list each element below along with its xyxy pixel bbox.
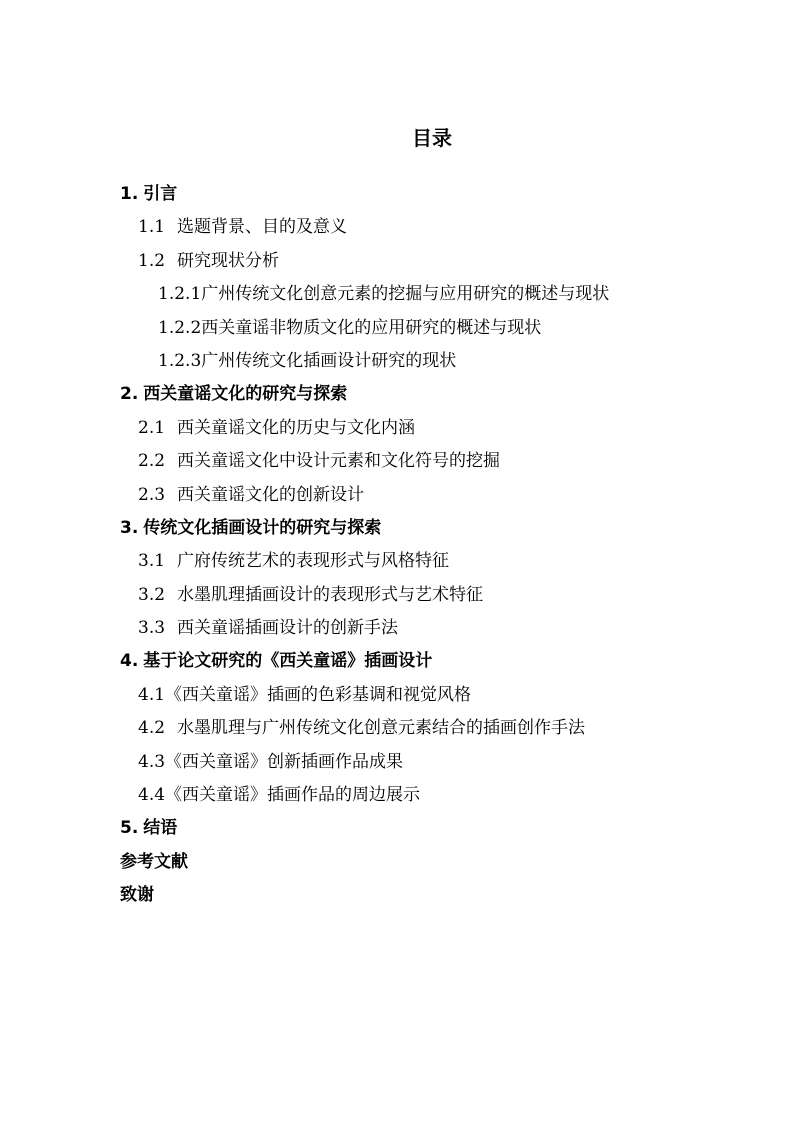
toc-entry-chapter-2 [0, 378, 794, 411]
toc-entry-chapter-4 [0, 645, 794, 678]
toc-entry-number: 1.1 [138, 217, 166, 238]
toc-entry-number: 3.3 [138, 618, 166, 639]
toc-entry-number: 2.3 [138, 484, 166, 505]
toc-entry-number: 4.3 [138, 751, 166, 772]
toc-entry-text: 《西关童谣》插画作品的周边展示 [165, 785, 421, 806]
toc-entry-number: 2.1 [138, 417, 166, 438]
toc-entry-text: 《西关童谣》插画的色彩基调和视觉风格 [165, 684, 472, 705]
toc-entry-number: 3. [120, 517, 139, 538]
toc-entry-number: 4.4 [138, 785, 166, 806]
toc-entry-text: 水墨肌理插画设计的表现形式与艺术特征 [177, 584, 484, 605]
toc-title: 目录 [412, 126, 452, 150]
toc-entry-text: 水墨肌理与广州传统文化创意元素结合的插画创作手法 [177, 718, 586, 739]
toc-entry-section-3-1 [0, 545, 794, 578]
toc-entry-text: 广府传统艺术的表现形式与风格特征 [177, 551, 450, 572]
toc-entry-text: 西关童谣非物质文化的应用研究的概述与现状 [201, 317, 542, 338]
toc-entry-text: 引言 [143, 184, 178, 204]
toc-entry-text: 西关童谣文化的创新设计 [177, 484, 365, 505]
toc-entry-section-4-1 [0, 679, 794, 712]
toc-entry-text: 致谢 [120, 885, 154, 906]
toc-entry-text: 基于论文研究的《西关童谣》插画设计 [143, 651, 433, 672]
toc-entry-subsection-1-2-3 [0, 345, 794, 378]
toc-entry-number: 1.2.3 [158, 350, 202, 371]
toc-entry-references [0, 846, 794, 879]
toc-entry-text: 西关童谣文化的历史与文化内涵 [177, 417, 416, 438]
toc-entry-chapter-3 [0, 512, 794, 545]
toc-entry-number: 1.2.2 [158, 317, 202, 338]
toc-entry-section-4-2 [0, 712, 794, 745]
toc-entry-subsection-1-2-1 [0, 278, 794, 311]
toc-entry-text: 广州传统文化插画设计研究的现状 [201, 350, 457, 371]
toc-entry-number: 1.2 [138, 250, 166, 271]
toc-entry-text: 西关童谣文化的研究与探索 [143, 384, 348, 405]
toc-entry-chapter-1 [0, 178, 794, 211]
toc-entry-text: 传统文化插画设计的研究与探索 [143, 517, 382, 538]
toc-entry-number: 3.2 [138, 584, 166, 605]
toc-entry-text: 参考文献 [120, 851, 188, 872]
toc-entry-number: 4.2 [138, 718, 166, 739]
toc-entry-number: 1. [120, 184, 139, 204]
toc-entry-section-4-4 [0, 779, 794, 812]
toc-entry-section-4-3 [0, 746, 794, 779]
toc-entry-number: 4. [120, 651, 139, 672]
toc-entry-section-3-2 [0, 579, 794, 612]
toc-entry-number: 3.1 [138, 551, 166, 572]
toc-entry-acknowledgements [0, 879, 794, 912]
toc-entry-number: 5. [120, 818, 139, 839]
toc-entry-text: 《西关童谣》创新插画作品成果 [165, 751, 404, 772]
toc-entry-section-2-1 [0, 412, 794, 445]
toc-entry-section-3-3 [0, 612, 794, 645]
toc-entry-text: 西关童谣文化中设计元素和文化符号的挖掘 [177, 451, 501, 472]
toc-entry-section-1-2 [0, 245, 794, 278]
toc-entry-chapter-5 [0, 812, 794, 845]
toc-entry-text: 广州传统文化创意元素的挖掘与应用研究的概述与现状 [201, 284, 610, 305]
toc-entry-subsection-1-2-2 [0, 312, 794, 345]
toc-entry-section-2-2 [0, 445, 794, 478]
toc-entry-text: 选题背景、目的及意义 [177, 217, 348, 238]
toc-entry-section-1-1 [0, 211, 794, 244]
toc-entry-number: 4.1 [138, 684, 166, 705]
toc-list [0, 178, 794, 913]
toc-entry-section-2-3 [0, 479, 794, 512]
toc-entry-text: 西关童谣插画设计的创新手法 [177, 618, 399, 639]
toc-entry-text: 研究现状分析 [177, 250, 280, 271]
toc-entry-text: 结语 [143, 818, 178, 839]
toc-entry-number: 1.2.1 [158, 284, 202, 305]
toc-entry-number: 2. [120, 384, 139, 405]
toc-entry-number: 2.2 [138, 451, 166, 472]
